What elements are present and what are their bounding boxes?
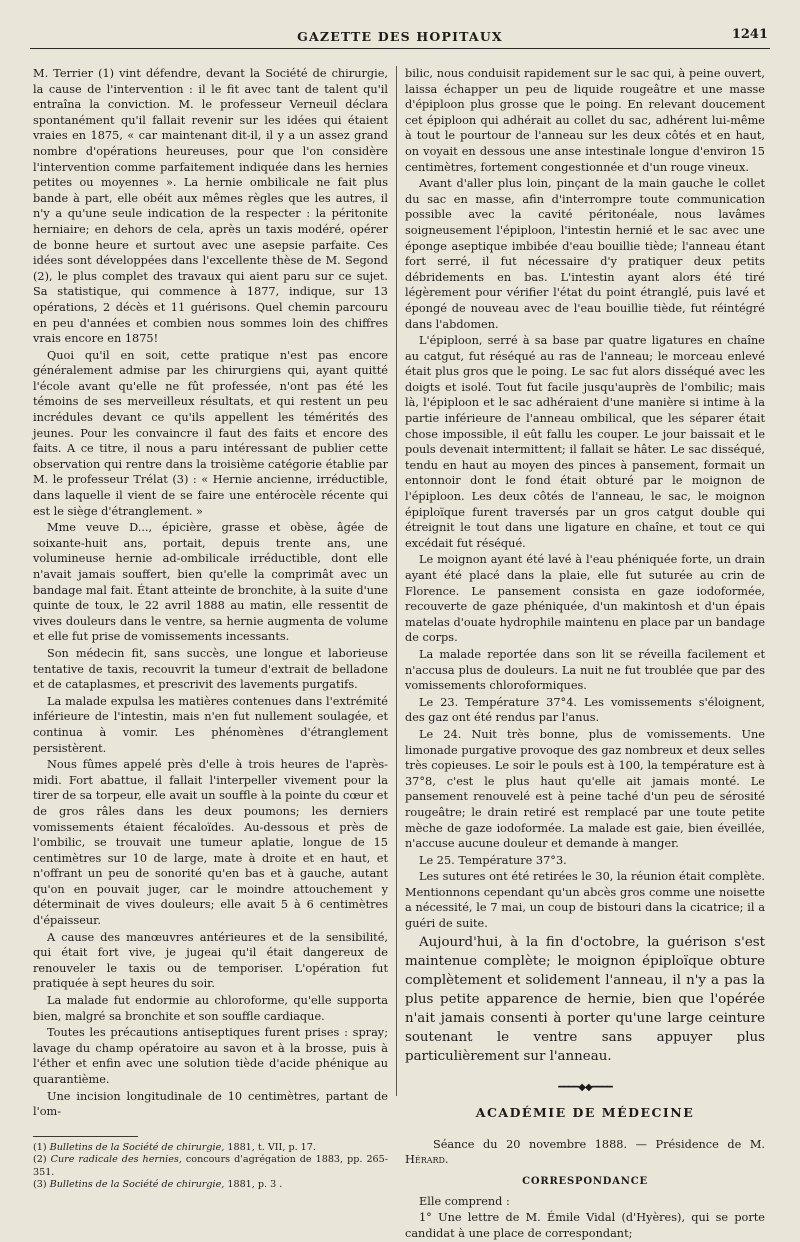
paragraph: Les sutures ont été retirées le 30, la réunion était complète. Mentionnons cependant qu'un abcès gros comme une noisette a nécessité, le 7 mai, un coup de bistouri dans la cicatrice; il a guéri de suite.: [405, 870, 765, 931]
footnote: (3) Bulletins de la Société de chirurgie, 1881, p. 3 .: [33, 1179, 283, 1191]
footnote: (2) Cure radicale des hernies, concours d'agrégation de 1883, pp. 265-351.: [33, 1154, 388, 1178]
left-column: [33, 66, 388, 1192]
paragraph: Son médecin fit, sans succès, une longue et laborieuse tentative de taxis, recouvrit la tumeur d'extrait de belladone et de cataplasmes, et prescrivit des lavements purgatifs.: [33, 646, 388, 692]
paragraph: Elle comprend :: [419, 1194, 510, 1208]
footnote: (1) Bulletins de la Société de chirurgie, 1881, t. VII, p. 17.: [33, 1141, 316, 1153]
paragraph: La malade fut endormie au chloroforme, qu'elle supporta bien, malgré sa bronchite et son souffle cardiaque.: [33, 994, 388, 1023]
paragraph: La malade expulsa les matières contenues dans l'extrémité inférieure de l'intestin, mais n'en fut nullement soulagée, et continua à vomir. Les phénomènes d'étranglement persistèrent.: [33, 694, 388, 755]
paragraph: Une incision longitudinale de 10 centimètres, partant de l'om-: [33, 1089, 388, 1119]
session-line: Séance du 20 novembre 1888. — Présidence de M. Hérard.: [405, 1137, 765, 1167]
page-header: [30, 26, 770, 49]
paragraph: bilic, nous conduisit rapidement sur le sac qui, à peine ouvert, laissa échapper un peu de liquide rougeâtre et une masse d'épiploon plus grosse que le poing. En relevant doucement cet épiploon qui adhérait au collet du sac, adhérent lui-même à tout le pourtour de l'anneau sur les deux côtés et en haut, on voyait en dessous une anse intestinale longue d'environ 15 centimètres, fortement congestionnée et d'un rouge vineux.: [405, 67, 765, 174]
subsection-title: CORRESPONDANCE: [522, 1176, 648, 1188]
right-column: [405, 66, 765, 1242]
ornamental-divider: ━━━━◆◆━━━━: [558, 1081, 612, 1093]
paragraph: Le 25. Température 37°3.: [419, 853, 567, 867]
paragraph: Toutes les précautions antiseptiques furent prises : spray; lavage du champ opératoire au savon et à la brosse, puis à l'éther et enfin avec une solution tiède d'acide phénique au quarantième.: [33, 1026, 388, 1086]
paragraph: Quoi qu'il en soit, cette pratique n'est pas encore généralement admise par les chirurgiens qui, ayant quitté l'école avant qu'elle ne fût professée, n'ont pas été les témoins de ses merveilleux résultats, et qui restent un peu incrédules devant ce qu'ils appellent les témérités des jeunes. Pour les convaincre il faut des faits et encore des faits. A ce titre, il nous a paru intéressant de publier cette observation qui rentre dans la troisième catégorie établie par M. le professeur Trélat (3) : « Hernie ancienne, irréductible, dans laquelle il vient de se faire une entérocèle récente qui est le siège d'étranglement. »: [33, 348, 388, 518]
paragraph: La malade reportée dans son lit se réveilla facilement et n'accusa plus de douleurs. La nuit ne fut troublée que par des vomissements chloroformiques.: [405, 647, 765, 693]
page-number: 1241: [731, 27, 768, 42]
paragraph: Avant d'aller plus loin, pinçant de la main gauche le collet du sac en masse, afin d'interrompre toute communication possible avec la cavité péritonéale, nous lavâmes soigneusement l'épiploon, l'intestin hernié et le sac avec une éponge aseptique imbibée d'eau bouillie tiède; l'anneau étant fort serré, il fut nécessaire d'y pratiquer deux petits débridements en bas. L'intestin ayant alors été tiré légèrement pour vérifier l'état du point étranglé, puis lavé et épongé de nouveau avec de l'eau bouillie tiède, fut réintégré dans l'abdomen.: [405, 177, 765, 331]
journal-title: GAZETTE DES HOPITAUX: [297, 29, 503, 44]
paragraph: Le moignon ayant été lavé à l'eau phéniquée forte, un drain ayant été placé dans la plaie, elle fut suturée au crin de Florence. Le pansement consista en gaze iodoformée, recouverte de gaze phéniquée, d'un makintosh et d'un épais matelas d'ouate hydrophile maintenu en place par un bandage de corps.: [405, 553, 765, 645]
footnote-rule: [33, 1136, 138, 1137]
section-title: ACADÉMIE DE MÉDECINE: [475, 1105, 695, 1121]
paragraph: A cause des manœuvres antérieures et de la sensibilité, qui était fort vive, je jugeai qu'il était dangereux de renouveler le taxis ou de temporiser. L'opération fut pratiquée à sept heures du soir.: [33, 930, 388, 991]
paragraph: M. Terrier (1) vint défendre, devant la Société de chirurgie, la cause de l'intervention : il le fit avec tant de talent qu'il entraîna la conviction. M. le professeur Verneuil déclara spontanément qu'il fallait revenir sur les idées qui étaient vraies en 1875, « car maintenant dit-il, il y a un assez grand nombre d'opérations heureuses, pour que l'on considère l'intervention comme parfaitement indiquée dans les hernies petites ou moyennes ». La hernie ombilicale ne fait plus bande à part, elle obéit aux mêmes règles que les autres, il n'y a qu'une seule indication de la respecter : la péritonite herniaire; en dehors de cela, après un taxis modéré, opérer de bonne heure et surtout avec une asepsie parfaite. Ces idées sont développées dans l'excellente thèse de M. Segond (2), le plus complet des travaux qui aient paru sur ce sujet. Sa statistique, qui commence à 1877, indique, sur 13 opérations, 2 décès et 11 guérisons. Quel chemin parcouru en peu d'années et combien nous sommes loin des chiffres vrais encore en 1875!: [33, 67, 388, 346]
paragraph: L'épiploon, serré à sa base par quatre ligatures en chaîne au catgut, fut réséqué au ras de l'anneau; le morceau enlevé était plus gros que le poing. Le sac fut alors disséqué avec les doigts et isolé. Tout fut facile jusqu'auprès de l'ombilic; mais là, l'épiploon et le sac adhéraient d'une manière si intime à la partie inférieure de l'anneau ombilical, que les séparer était chose impossible, il eût fallu les couper. Le jour baissait et le pouls devenait intermittent; il fallait se hâter. Le sac disséqué, tendu en haut au moyen des pinces à pansement, formait un entonnoir dont le fond était obturé par le moignon de l'épiploon. Les deux côtés de l'anneau, le sac, le moignon épiploïque furent traversés par un gros catgut double qui étreignit le tout dans une ligature en chaîne, et tout ce qui excédait fut réséqué.: [405, 334, 765, 550]
paragraph: Mme veuve D..., épicière, grasse et obèse, âgée de soixante-huit ans, portait, depuis trente ans, une volumineuse hernie ad-ombilicale irréductible, dont elle n'avait jamais souffert, bien qu'elle la comprimât avec un bandage mal fait. Étant atteinte de bronchite, à la suite d'une quinte de toux, le 22 avril 1888 au matin, elle ressentit de vives douleurs dans le ventre, sa hernie augmenta de volume et elle fut prise de vomissements incessants.: [33, 521, 388, 644]
paragraph: Le 23. Température 37°4. Les vomissements s'éloignent, des gaz ont été rendus par l'anus.: [405, 695, 765, 725]
paragraph: Le 24. Nuit très bonne, plus de vomissements. Une limonade purgative provoque des gaz nombreux et deux selles très copieuses. Le soir le pouls est à 100, la température est à 37°8, c'est le plus haut qu'elle ait jamais monté. Le pansement renouvelé est à peine taché d'un peu de sérosité rougeâtre; le drain retiré est remplacé par une toute petite mèche de gaze iodoformée. La malade est gaie, bien éveillée, n'accuse aucune douleur et demande à manger.: [405, 727, 765, 851]
paragraph: Nous fûmes appelé près d'elle à trois heures de l'après-midi. Fort abattue, il fallait l'interpeller vivement pour la tirer de sa torpeur, elle avait un souffle à la pointe du cœur et de gros râles dans les deux poumons; les derniers vomissements étaient fécaloïdes. Au-dessous et près de l'ombilic, se trouvait une tumeur aplatie, longue de 15 centimètres sur 10 de large, mate à droite et en haut, et n'offrant un peu de sonorité qu'en bas et à gauche, autant qu'on en pouvait juger, car le moindre attouchement y déterminait de vives douleurs; elle avait 5 à 6 centimètres d'épaisseur.: [33, 758, 388, 928]
paragraph: 1° Une lettre de M. Émile Vidal (d'Hyères), qui se porte candidat à une place de correspondant;: [405, 1211, 765, 1240]
column-divider: [396, 66, 397, 1096]
closing-paragraph: Aujourd'hui, à la fin d'octobre, la guérison s'est maintenue complète; le moignon épiploïque obture complètement et solidement l'anneau, il n'y a pas la plus petite apparence de hernie, bien que l'opérée n'ait jamais consenti à porter qu'une large ceinture soutenant le ventre sans appuyer plus particulièrement sur l'anneau.: [405, 934, 765, 1064]
